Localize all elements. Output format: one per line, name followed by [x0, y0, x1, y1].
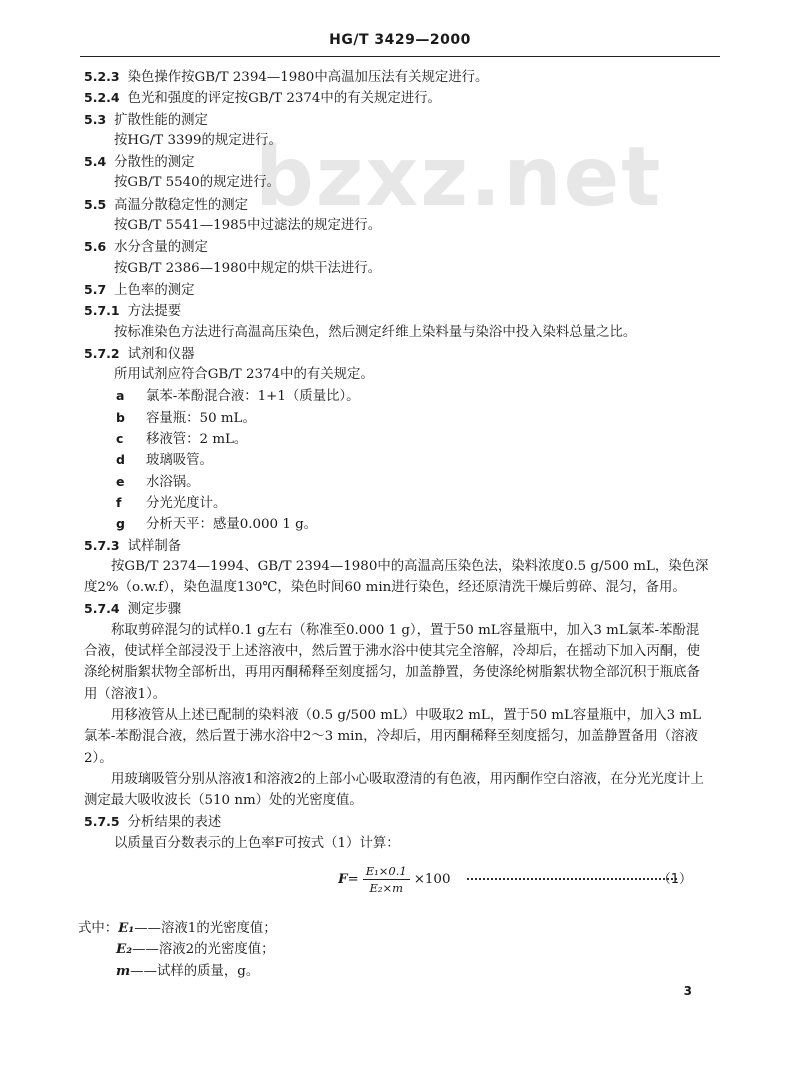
list-item: d 玻璃吸管。	[116, 452, 213, 469]
clause-5-7-1-text: 按标准染色方法进行高温高压染色，然后测定纤维上染料量与染浴中投入染料总量之比。	[114, 324, 637, 340]
list-item: g 分析天平：感量0.000 1 g。	[116, 516, 318, 533]
formula-fraction	[363, 864, 410, 895]
page-number: 3	[683, 984, 692, 998]
definition-e1: 式中：E₁——溶液1的光密度值；	[78, 919, 277, 936]
equation-number: （1）	[657, 871, 692, 887]
clause-5-3: 5.3 扩散性能的测定	[84, 111, 208, 128]
formula-row	[84, 862, 710, 908]
clause-5-7-4-para-2: 用移液管从上述已配制的染料液（0.5 g/500 mL）中吸取2 mL，置于50 mL容量瓶中，加入3 mL氯苯-苯酚混合液，然后置于沸水浴中2～3 min，冷却后，用丙酮稀释至刻度摇匀，加盖静置备用（溶液2）。	[84, 707, 701, 766]
clause-5-5-text: 按GB/T 5541—1985中过滤法的规定进行。	[114, 218, 382, 234]
clause-5-6-text: 按GB/T 2386—1980中规定的烘干法进行。	[114, 260, 382, 276]
formula-lhs: F	[338, 871, 348, 888]
formula-equals: =	[347, 871, 359, 887]
clause-5-2-3: 5.2.3 染色操作按GB/T 2394—1980中高温加压法有关规定进行。	[84, 69, 489, 85]
header-rule	[80, 56, 720, 57]
clause-5-7-4-para-3: 用玻璃吸管分别从溶液1和溶液2的上部小心吸取澄清的有色液，用丙酮作空白溶液，在分光光度计上测定最大吸收波长（510 nm）处的光密度值。	[84, 771, 704, 809]
clause-5-6: 5.6 水分含量的测定	[84, 239, 208, 256]
clause-5-5: 5.5 高温分散稳定性的测定	[84, 196, 249, 213]
clause-5-7-3-text: 按GB/T 2374—1994、GB/T 2394—1980中的高温高压染色法，染料浓度0.5 g/500 mL，染色深度2%（o.w.f），染色温度130℃，染色时间60 min进行染色，经还原清洗干燥后剪碎、混匀，备用。	[84, 558, 709, 596]
formula	[338, 864, 450, 895]
clause-5-2-4: 5.2.4 色光和强度的评定按GB/T 2374中的有关规定进行。	[84, 90, 441, 107]
clause-5-7-3: 5.7.3 试样制备	[84, 537, 182, 554]
document-body	[78, 66, 710, 982]
definition-e2: E₂——溶液2的光密度值；	[116, 941, 275, 958]
list-item: e 水浴锅。	[116, 473, 200, 490]
clause-5-4: 5.4 分散性的测定	[84, 154, 195, 171]
definition-m: m——试样的质量，g。	[116, 962, 260, 979]
watermark: bzxz.net	[255, 130, 663, 225]
list-item: a 氯苯-苯酚混合液：1+1（质量比）。	[116, 388, 360, 405]
clause-5-7-4-para-1: 称取剪碎混匀的试样0.1 g左右（称准至0.000 1 g），置于50 mL容量瓶中，加入3 mL氯苯-苯酚混合液，使试样全部浸没于上述溶液中，然后置于沸水浴中使其完全溶解，冷却后，在摇动下加入丙酮，使涤纶树脂絮状物全部析出，再用丙酮稀释至刻度摇匀，加盖静置，务使涤纶树脂絮状物全部沉积于瓶底备用（溶液1）。	[84, 622, 700, 702]
clause-5-4-text: 按GB/T 5540的规定进行。	[114, 175, 281, 191]
list-item: b 容量瓶：50 mL。	[116, 409, 256, 426]
clause-5-7-2: 5.7.2 试剂和仪器	[84, 345, 195, 362]
clause-5-7-1: 5.7.1 方法提要	[84, 303, 182, 320]
formula-denominator: E₂×m	[369, 880, 403, 895]
list-item: f 分光光度计。	[116, 494, 227, 511]
clause-5-7-4: 5.7.4 测定步骤	[84, 601, 182, 618]
clause-5-7-2-text: 所用试剂应符合GB/T 2374中的有关规定。	[114, 367, 374, 383]
dot-leader	[467, 878, 677, 880]
clause-5-7: 5.7 上色率的测定	[84, 281, 195, 298]
clause-5-3-text: 按HG/T 3399的规定进行。	[114, 132, 282, 148]
list-item: c 移液管：2 mL。	[116, 431, 248, 448]
page-header: HG/T 3429—2000	[329, 32, 471, 48]
clause-5-7-5-intro: 以质量百分数表示的上色率F可按式（1）计算：	[114, 835, 400, 851]
formula-numerator: E₁×0.1	[363, 864, 410, 880]
formula-times: ×100	[413, 871, 451, 887]
clause-5-7-5: 5.7.5 分析结果的表述	[84, 814, 222, 831]
